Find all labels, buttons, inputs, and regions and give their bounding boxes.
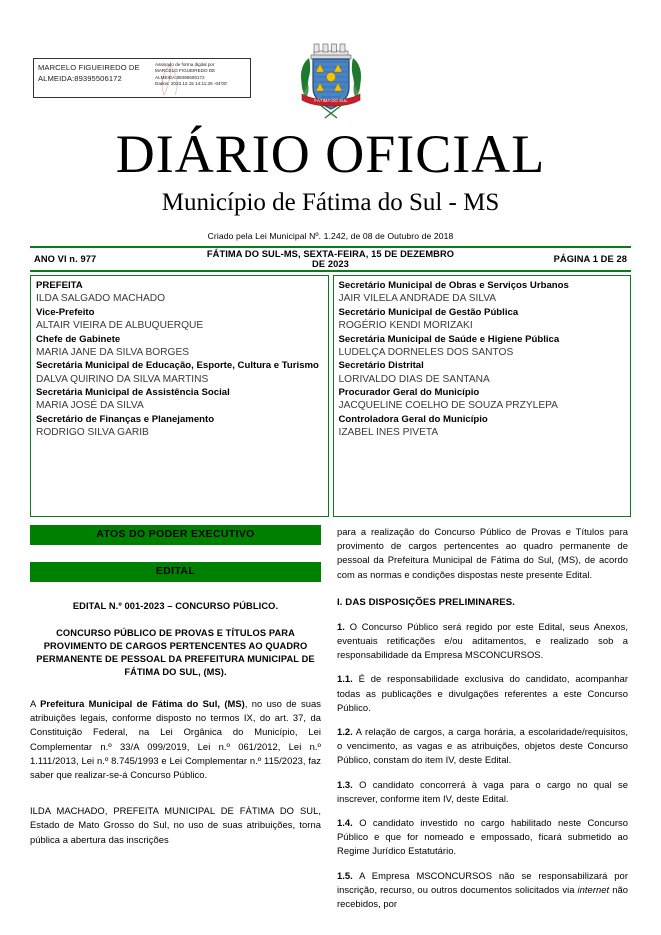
official-name: ILDA SALGADO MACHADO [36, 293, 166, 305]
signature-details [152, 59, 250, 97]
clause-1-5-post: não recebidos, por [337, 883, 628, 910]
official-role: Secretário Distrital [338, 360, 424, 372]
signature-detail-line-2: MARCELO FIGUEIREDO DE [155, 68, 216, 74]
svg-text:FÁTIMA DO SUL: FÁTIMA DO SUL [314, 98, 348, 103]
officials-box-right [333, 275, 632, 517]
clause-1 [337, 620, 628, 663]
official-role: Vice-Prefeito [36, 306, 95, 318]
paragraph-1-post: , no uso de suas atribuições legais, conforme disposto no termos IX, do art. 37, da Constituição Federal, na Lei Orgânica do Município, Lei Complementar n.º 33/A 099/2019, Lei n.º 061/2012, Lei n.º 1.111/2013, Lei n.º 8.745/1993 e Lei Complementar n.º 115/2023, faz saber que realizar-se-á Concurso Público. [30, 698, 321, 781]
signature-signer-name: MARCELO FIGUEIREDO DE ALMEIDA:89395506172 [38, 63, 140, 83]
left-column [30, 525, 321, 921]
official-role: Secretário Municipal de Obras e Serviços Urbanos [338, 280, 569, 291]
issue-place-date: FÁTIMA DO SUL-MS, SEXTA-FEIRA, 15 DE DEZEMBRO DE 2023 [206, 249, 455, 269]
clause-1-5 [337, 869, 628, 912]
clause-1-4-text: O candidato investido no cargo habilitado neste Concurso Público e que for nomeado e empossado, ficará submetido ao Regime Jurídico Estatutário. [337, 817, 629, 857]
official-name: JACQUELINE COELHO DE SOUZA PRZYLEPA [338, 400, 558, 412]
issue-info-bar [30, 246, 631, 272]
issue-number: ANO VI n. 977 [34, 254, 97, 264]
clause-1-3-number: 1.3. [337, 778, 353, 790]
publication-law-reference: Criado pela Lei Municipal Nº. 1.242, de 08 de Outubro de 2018 [207, 231, 454, 241]
signature-detail-line-3: ALMEIDA:89395506172 [155, 74, 205, 80]
official-role: Secretário Municipal de Gestão Pública [338, 306, 519, 318]
masthead [0, 126, 661, 242]
official-name: LORIVALDO DIAS DE SANTANA [338, 373, 490, 385]
section-heading-preliminares: I. DAS DISPOSIÇÕES PRELIMINARES. [337, 596, 516, 608]
edital-number: EDITAL N.º 001-2023 – CONCURSO PÚBLICO. [72, 601, 279, 611]
banner-atos-do-poder-executivo: ATOS DO PODER EXECUTIVO [30, 525, 321, 545]
clause-1-3 [337, 778, 628, 806]
official-name: LUDELÇA DORNELES DOS SANTOS [338, 346, 514, 358]
official-role: Chefe de Gabinete [36, 333, 121, 345]
official-name: MARIA JOSÉ DA SILVA [36, 400, 144, 412]
paragraph-1-pre: A [30, 698, 41, 709]
clause-1-1-text: É de responsabilidade exclusiva do candidato, acompanhar todas as publicações e divulgações referentes a este Concurso Público. [337, 673, 629, 713]
official-name: ALTAIR VIEIRA DE ALBUQUERQUE [36, 320, 204, 331]
official-name: IZABEL INES PIVETA [338, 427, 439, 439]
clause-1-text: O Concurso Público será regido por este Edital, seus Anexos, eventuais retificações e/ou aditamentos, e realizado sob a responsabilidade da Empresa MSCONCURSOS. [337, 620, 629, 661]
digital-signature-stamp [33, 58, 251, 98]
coat-of-arms-icon [297, 36, 365, 122]
right-column [337, 525, 628, 921]
clause-1-5-pre: A Empresa MSCONCURSOS não se responsabilizará por inscrição, recurso, ou outros documentos solicitados via [337, 869, 628, 895]
official-name: ROGÉRIO KENDI MORIZAKI [338, 320, 473, 331]
clause-1-2-number: 1.2. [337, 726, 353, 738]
clause-1-number: 1. [337, 620, 345, 632]
clause-1-4 [337, 816, 628, 859]
banner-edital: EDITAL [30, 562, 321, 582]
official-name: MARIA JANE DA SILVA BORGES [36, 346, 190, 358]
official-name: JAIR VILELA ANDRADE DA SILVA [338, 293, 497, 305]
signature-detail-line-1: Assinado de forma digital por [155, 62, 215, 67]
publication-title: DIÁRIO OFICIAL [115, 124, 546, 184]
edital-title: CONCURSO PÚBLICO DE PROVAS E TÍTULOS PARA PROVIMENTO DE CARGOS PERTENCENTES AO QUADRO PERMANENTE DE PESSOAL DA PREFEITURA MUNICIPAL DE FÁTIMA DO SUL, (MS). [36, 628, 315, 677]
edital-paragraph-2: ILDA MACHADO, PREFEITA MUNICIPAL DE FÁTIMA DO SUL, Estado de Mato Grosso do Sul, no uso de suas atribuições, torna pública a abertura das inscrições [30, 805, 321, 845]
official-role: Secretária Municipal de Educação, Esporte, Cultura e Turismo [36, 360, 319, 372]
page-indicator: PÁGINA 1 DE 28 [553, 254, 627, 264]
clause-1-5-number: 1.5. [337, 869, 353, 881]
official-name: DALVA QUIRINO DA SILVA MARTINS [36, 373, 209, 385]
edital-paragraph-1 [30, 697, 321, 782]
official-role: Secretário de Finanças e Planejamento [36, 413, 215, 425]
officials-box-left [30, 275, 329, 517]
officials-section [30, 275, 631, 517]
body-columns [30, 525, 631, 921]
clause-1-4-number: 1.4. [337, 817, 353, 829]
signature-detail-line-4: Dados: 2023.12.15 14:11:36 -04'00' [155, 81, 228, 87]
clause-1-1 [337, 672, 628, 715]
clause-1-2 [337, 725, 628, 768]
official-role: Secretária Municipal de Assistência Social [36, 387, 230, 399]
official-name: RODRIGO SILVA GARIB [36, 427, 149, 439]
official-role: Procurador Geral do Município [338, 387, 480, 399]
clause-1-5-italic: internet [577, 883, 610, 895]
publication-subtitle: Município de Fátima do Sul - MS [161, 189, 500, 216]
continuation-paragraph: para a realização do Concurso Público de Provas e Títulos para provimento de cargos pertencentes ao quadro permanente de pessoal da Prefeitura Municipal de Fátima do Sul, (MS), de acordo com as normas e condições dispostas neste presente Edital. [337, 526, 628, 580]
official-role: Controladora Geral do Município [338, 413, 488, 425]
clause-1-2-text: A relação de cargos, a carga horária, a escolaridade/requisitos, o vencimento, as vagas e as atribuições, objetos deste Concurso Público, constam do item IV, deste Edital. [337, 726, 628, 766]
official-role: Secretária Municipal de Saúde e Higiene Pública [338, 333, 560, 345]
clause-1-1-number: 1.1. [337, 673, 353, 685]
official-role: PREFEITA [36, 280, 83, 291]
clause-1-3-text: O candidato concorrerá à vaga para o cargo no qual se inscrever, conforme item IV, deste Edital. [337, 778, 629, 804]
paragraph-1-bold: Prefeitura Municipal de Fátima do Sul, (MS) [40, 698, 245, 709]
